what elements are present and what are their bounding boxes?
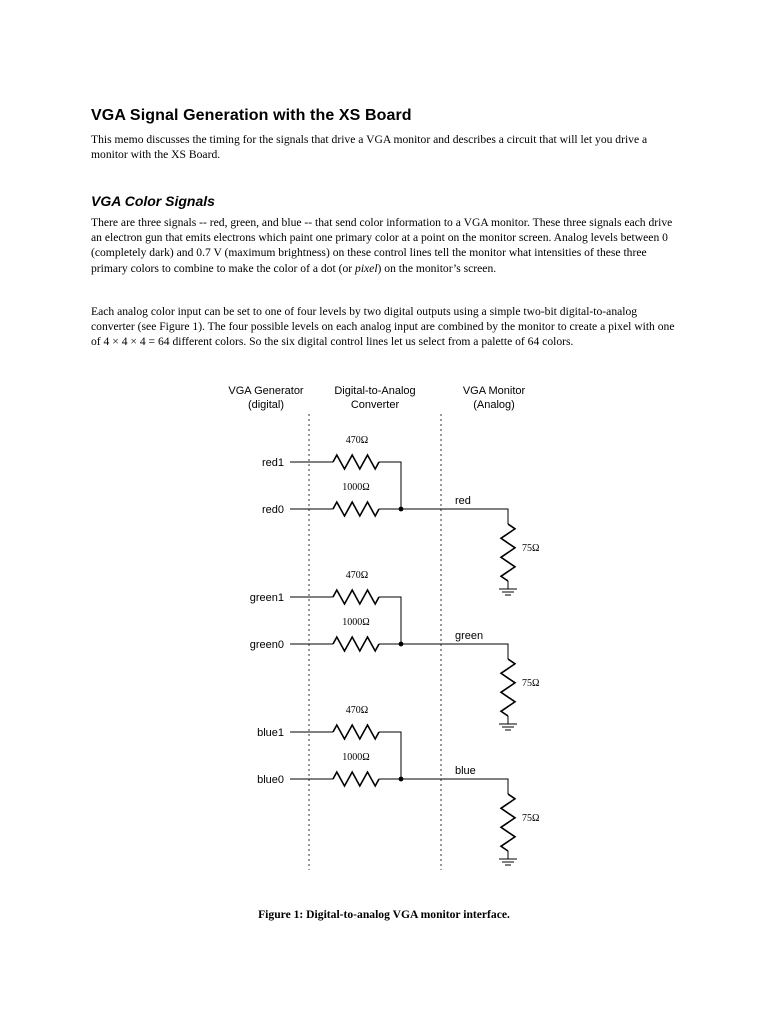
load-resistor — [501, 659, 515, 716]
figure-caption: Figure 1: Digital-to-analog VGA monitor interface. — [258, 908, 510, 921]
load-resistor-value: 75Ω — [522, 543, 540, 554]
document-title: VGA Signal Generation with the XS Board — [91, 107, 412, 124]
output-wire — [401, 644, 508, 659]
output-label: green — [455, 630, 484, 642]
section-heading: VGA Color Signals — [91, 193, 215, 209]
msb-resistor-value: 470Ω — [345, 570, 369, 581]
lsb-resistor — [333, 772, 379, 786]
input-label-msb: green1 — [249, 592, 284, 604]
lsb-resistor — [333, 502, 379, 516]
msb-resistor — [333, 590, 379, 604]
paragraph-text: There are three signals -- red, green, and blue -- that send color information to a VGA monitor. These three signals each drive an electron gun that emits electrons which paint one primary color at a point on the monitor screen. Analog levels between 0 (completely dark) and 0.7 V (maximum brightness) on these control lines tell the monitor what intensities of these three primary colors to combine to make the color of a dot (or — [91, 216, 673, 275]
msb-resistor — [333, 725, 379, 739]
monitor-header-line1: VGA Monitor — [462, 385, 526, 397]
input-label-lsb: green0 — [249, 639, 284, 651]
msb-join-wire — [379, 597, 401, 644]
msb-resistor-value: 470Ω — [345, 705, 369, 716]
lsb-resistor-value: 1000Ω — [342, 752, 370, 763]
lsb-resistor-value: 1000Ω — [342, 482, 370, 493]
load-resistor-value: 75Ω — [522, 813, 540, 824]
msb-join-wire — [379, 462, 401, 509]
lsb-resistor-value: 1000Ω — [342, 617, 370, 628]
paragraph-text-end: ) on the monitor’s screen. — [377, 261, 497, 275]
input-label-lsb: blue0 — [257, 774, 284, 786]
output-wire — [401, 779, 508, 794]
palette-paragraph: Each analog color input can be set to one of four levels by two digital outputs using a simple two-bit digital-to-analog converter (see Figure 1). The four possible levels on each analog input are combined by the monitor to create a pixel with one of 4 × 4 × 4 = 64 different colors. So the six digital control lines let us select from a palette of 64 colors. — [91, 305, 675, 349]
circuit-diagram — [0, 370, 768, 890]
dac-header-line2: Converter — [350, 399, 400, 411]
dac-circuit-figure — [0, 370, 768, 890]
intro-paragraph: This memo discusses the timing for the signals that drive a VGA monitor and describes a circuit that will let you drive a monitor with the XS Board. — [91, 133, 648, 162]
lsb-resistor — [333, 637, 379, 651]
input-label-lsb: red0 — [261, 504, 284, 516]
pixel-term: pixel — [355, 261, 378, 275]
load-resistor — [501, 524, 515, 581]
generator-header-line1: VGA Generator — [228, 385, 304, 397]
monitor-header-line2: (Analog) — [473, 399, 515, 411]
color-signals-paragraph — [91, 215, 681, 276]
input-label-msb: blue1 — [257, 727, 284, 739]
output-label: blue — [455, 765, 476, 777]
load-resistor — [501, 794, 515, 851]
dac-header-line1: Digital-to-Analog — [334, 385, 416, 397]
load-resistor-value: 75Ω — [522, 678, 540, 689]
output-wire — [401, 509, 508, 524]
input-label-msb: red1 — [261, 457, 284, 469]
msb-resistor — [333, 455, 379, 469]
generator-header-line2: (digital) — [247, 399, 285, 411]
output-label: red — [455, 495, 471, 507]
msb-resistor-value: 470Ω — [345, 435, 369, 446]
msb-join-wire — [379, 732, 401, 779]
